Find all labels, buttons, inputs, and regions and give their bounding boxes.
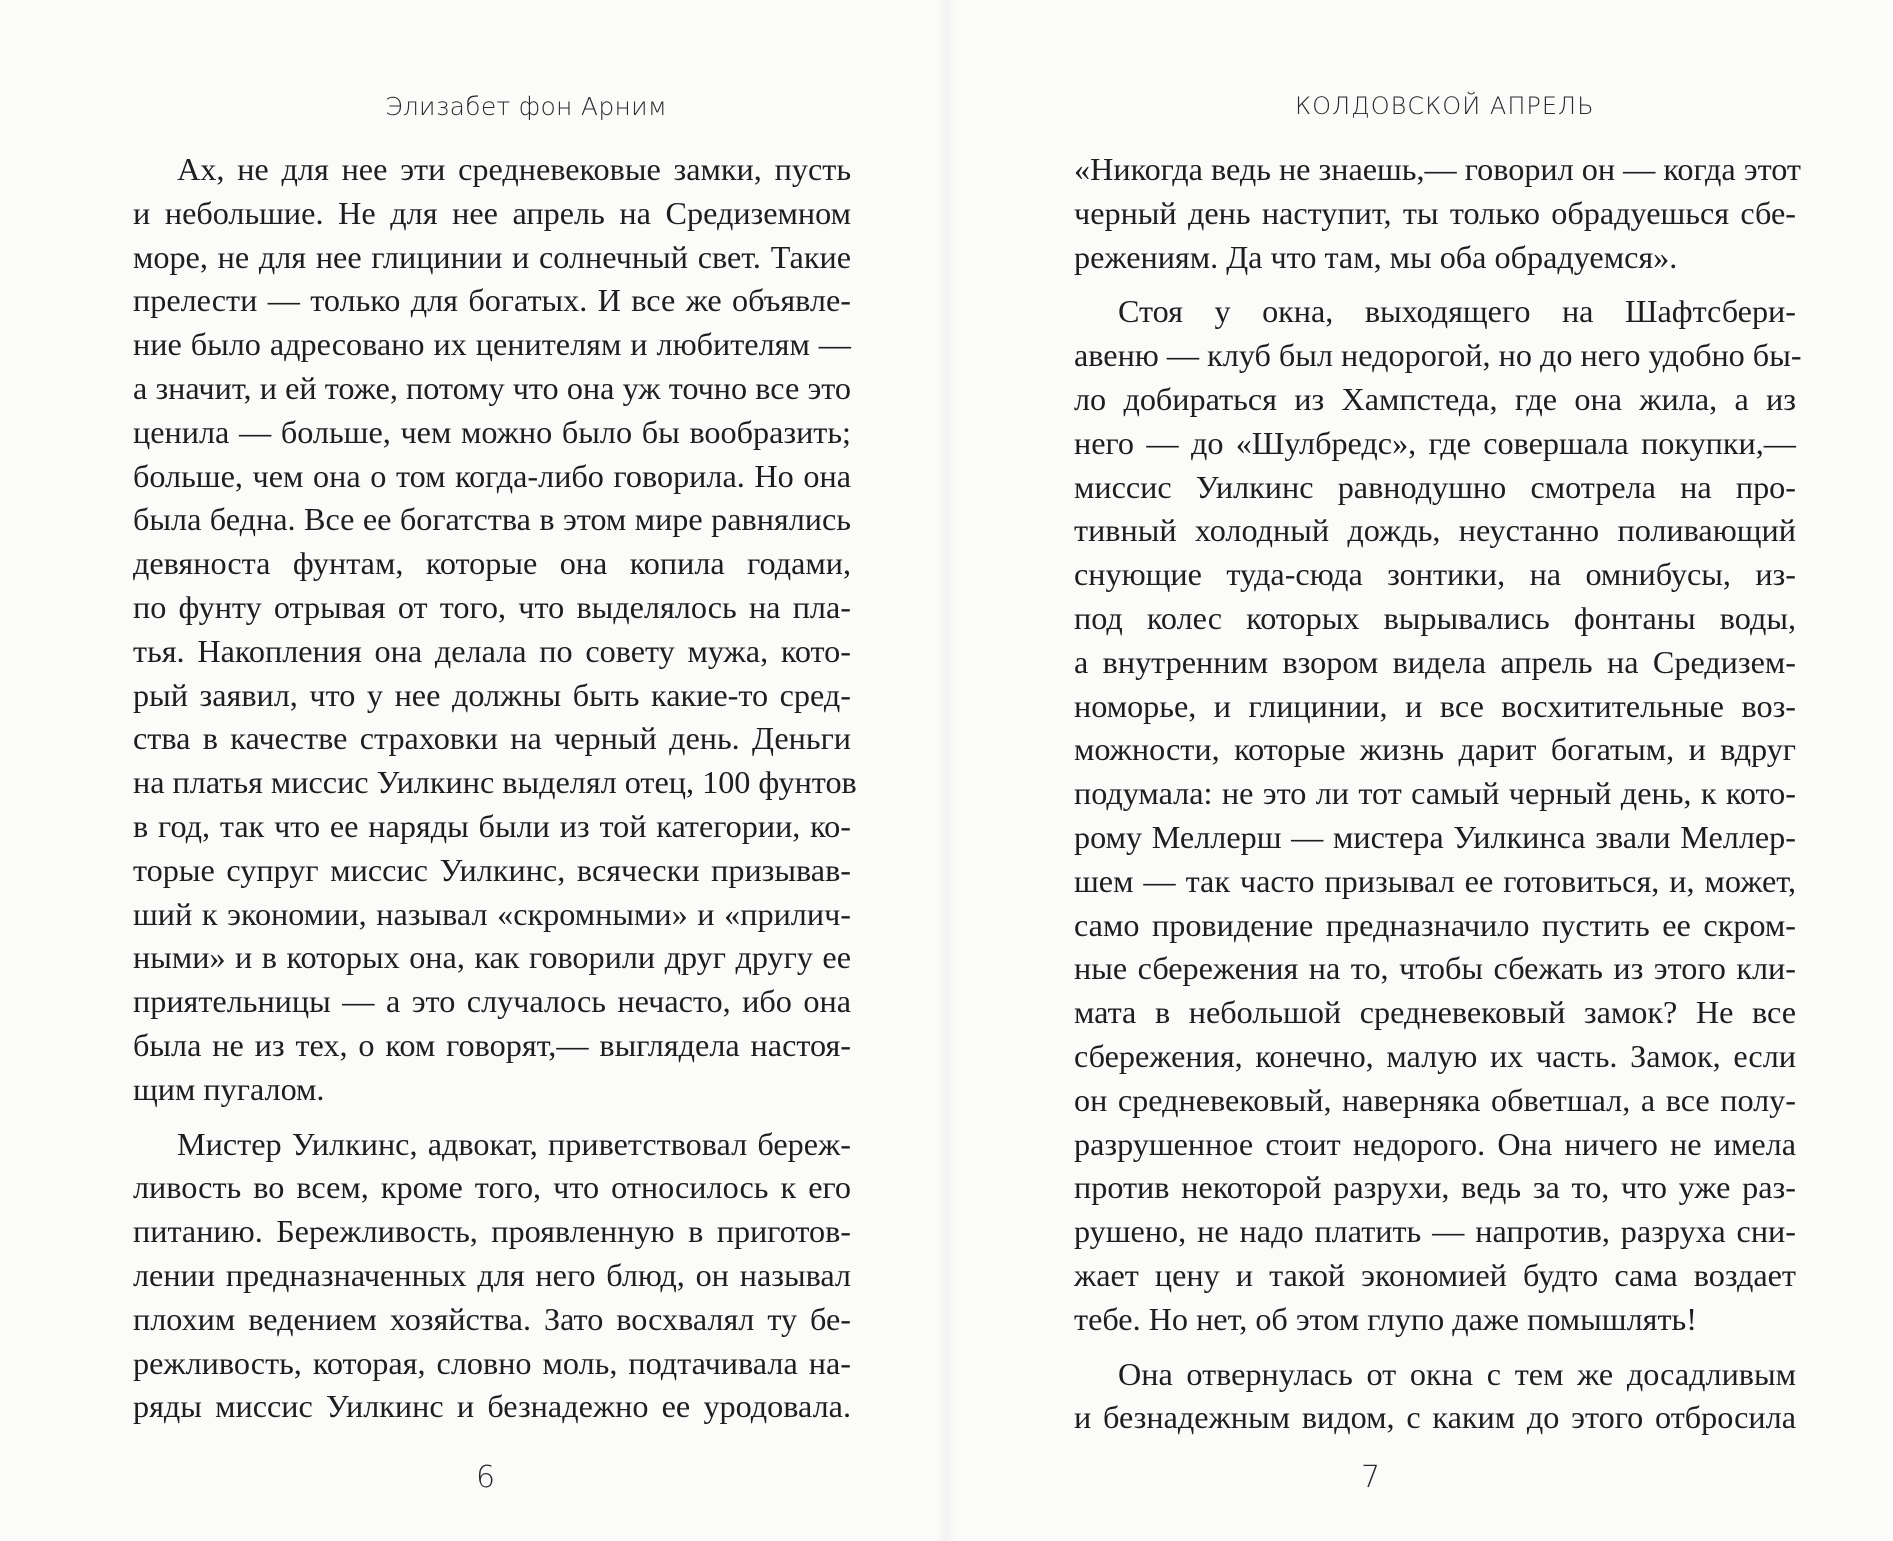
text-line: жает цену и такой экономией будто сама воздает bbox=[1074, 1256, 1796, 1293]
text-line: подумала: не это ли тот самый черный день, к кото- bbox=[1074, 775, 1796, 812]
text-line: шем — так часто призывал ее готовиться, и, может, bbox=[1074, 862, 1796, 899]
text-line: Стоя у окна, выходящего на Шафтсбери- bbox=[1118, 293, 1796, 330]
text-line: ние было адресовано их ценителям и любителям — bbox=[133, 326, 851, 363]
text-line: ряды миссис Уилкинс и безнадежно ее уродовала. bbox=[133, 1388, 851, 1425]
text-line: номорье, и глицинии, и все восхитительные воз- bbox=[1074, 687, 1796, 724]
text-line: сбережения, конечно, малую их часть. Замок, если bbox=[1074, 1037, 1796, 1074]
text-line: была бедна. Все ее богатства в этом мире равнялись bbox=[133, 501, 851, 538]
text-line: щим пугалом. bbox=[133, 1070, 325, 1107]
left-page bbox=[0, 0, 946, 1541]
text-line: режениям. Да что там, мы оба обрадуемся». bbox=[1074, 238, 1678, 275]
text-line: ло добираться из Хампстеда, где она жила, а из bbox=[1074, 380, 1796, 417]
text-line: ства в качестве страховки на черный день. Деньги bbox=[133, 720, 851, 757]
text-line: против некоторой разрухи, ведь за то, что уже раз- bbox=[1074, 1169, 1796, 1206]
text-line: море, не для нее глицинии и солнечный свет. Такие bbox=[133, 238, 851, 275]
paragraph-gap bbox=[1074, 1342, 1796, 1353]
text-line: прелести — только для богатых. И все же объявле- bbox=[133, 282, 851, 319]
text-line: черный день наступит, ты только обрадуешься сбе- bbox=[1074, 194, 1796, 231]
text-line: и безнадежным видом, с каким до этого отбросила bbox=[1074, 1399, 1796, 1436]
text-line: снующие туда-сюда зонтики, на омнибусы, из- bbox=[1074, 556, 1796, 593]
right-page-text bbox=[1074, 148, 1802, 1440]
text-line: а внутренним взором видела апрель на Средизем- bbox=[1074, 643, 1796, 680]
text-line: питанию. Бережливость, проявленную в приготов- bbox=[133, 1213, 851, 1250]
text-line: мата в небольшой средневековый замок? Не все bbox=[1074, 994, 1796, 1031]
text-line: ными» и в которых она, как говорили друг другу ее bbox=[133, 939, 851, 976]
paragraph-gap bbox=[133, 1112, 851, 1123]
text-line: была не из тех, о ком говорят,— выглядела настоя- bbox=[133, 1026, 851, 1063]
text-line: больше, чем она о том когда-либо говорила. Но она bbox=[133, 457, 851, 494]
text-line: приятельницы — а это случалось нечасто, ибо она bbox=[133, 983, 851, 1020]
text-line: можности, которые жизнь дарит богатым, и вдруг bbox=[1074, 731, 1796, 768]
running-head-author: Элизабет фон Арним bbox=[385, 92, 668, 121]
text-line: рому Меллерш — мистера Уилкинса звали Меллер- bbox=[1074, 818, 1796, 855]
text-line: тивный холодный дождь, неустанно поливающий bbox=[1074, 512, 1796, 549]
text-line: Ах, не для нее эти средневековые замки, пусть bbox=[177, 151, 851, 187]
text-line: плохим ведением хозяйства. Зато восхвалял ту бе- bbox=[133, 1300, 851, 1337]
text-line: него — до «Шулбредс», где совершала покупки,— bbox=[1074, 424, 1796, 461]
paragraph-gap bbox=[1074, 279, 1796, 290]
left-page-text bbox=[133, 148, 857, 1429]
text-line: и небольшие. Не для нее апрель на Средиземном bbox=[133, 194, 851, 231]
text-line: на платья миссис Уилкинс выделял отец, 100 фунтов bbox=[133, 764, 857, 801]
text-line: по фунту отрывая от того, что выделялось на пла- bbox=[133, 588, 851, 625]
text-line: тебе. Но нет, об этом глупо даже помышлять! bbox=[1074, 1300, 1697, 1337]
text-line: ливость во всем, кроме того, что относилось к его bbox=[133, 1169, 851, 1206]
text-line: режливость, которая, словно моль, подтачивала на- bbox=[133, 1344, 851, 1381]
text-line: Мистер Уилкинс, адвокат, приветствовал береж- bbox=[177, 1125, 851, 1162]
text-line: ценила — больше, чем можно было бы вообразить; bbox=[133, 413, 851, 450]
text-line: Она отвернулась от окна с тем же досадливым bbox=[1118, 1355, 1796, 1392]
text-line: миссис Уилкинс равнодушно смотрела на про- bbox=[1074, 468, 1796, 505]
text-line: ные сбережения на то, чтобы сбежать из этого кли- bbox=[1074, 950, 1796, 987]
text-line: рый заявил, что у нее должны быть какие-то сред- bbox=[133, 676, 851, 713]
text-line: а значит, и ей тоже, потому что она уж точно все это bbox=[133, 369, 851, 406]
page-number: 6 bbox=[476, 1460, 496, 1495]
text-line: авеню — клуб был недорогой, но до него удобно бы- bbox=[1074, 337, 1802, 374]
page-number: 7 bbox=[1361, 1460, 1381, 1495]
running-head-title: КОЛДОВСКОЙ АПРЕЛЬ bbox=[1295, 92, 1595, 120]
text-line: само провидение предназначило пустить ее скром- bbox=[1074, 906, 1796, 943]
text-line: под колес которых вырывались фонтаны воды, bbox=[1074, 599, 1796, 636]
text-line: девяноста фунтам, которые она копила годами, bbox=[133, 545, 851, 582]
text-line: он средневековый, наверняка обветшал, а все полу- bbox=[1074, 1081, 1796, 1118]
text-line: торые супруг миссис Уилкинс, всячески призывав- bbox=[133, 851, 851, 888]
text-line: тья. Накопления она делала по совету мужа, кото- bbox=[133, 632, 851, 669]
text-line: ший к экономии, называл «скромными» и «прилич- bbox=[133, 895, 851, 932]
right-page bbox=[946, 0, 1893, 1541]
text-line: в год, так что ее наряды были из той категории, ко- bbox=[133, 807, 851, 844]
text-line: рушено, не надо платить — напротив, разруха сни- bbox=[1074, 1213, 1796, 1250]
text-line: лении предназначенных для него блюд, он называл bbox=[133, 1256, 851, 1293]
text-line: «Никогда ведь не знаешь,— говорил он — когда этот bbox=[1074, 151, 1801, 187]
text-line: разрушенное стоит недорого. Она ничего не имела bbox=[1074, 1125, 1796, 1162]
